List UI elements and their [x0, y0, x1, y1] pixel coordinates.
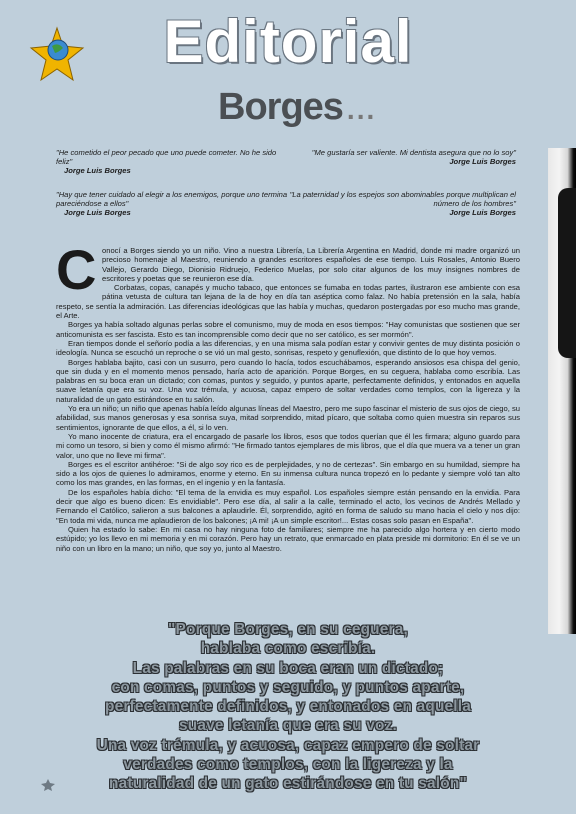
article-body	[56, 238, 520, 553]
article-paragraph: Quien ha estado lo sabe: En mi casa no hay ninguna foto de familiares; siempre me ha parecido algo hortera y en cierto modo estúpido; yo los llevo en mi memoria y en mi corazón. Pero hay un retrato, que enmarcado en plata preside mi dormitorio: En él se ve un niño con un libro en la mano; un niño, que soy yo, junto al Maestro.	[56, 524, 520, 553]
pull-quote	[40, 620, 536, 794]
article-paragraph: Borges hablaba bajito, casi con un susurro, pero cuando lo hacía, todos escuchábamos, esperando ansiosos esa chispa del genio, que sin duda y en el momento menos pensado, haría acto de aparición. Porque Borges, en su ceguera, hablaba como escribía. Las palabras en su boca eran un dictado; con comas, puntos y seguido, y puntos aparte, perfectamente definidos, y entonados en aquella suave letanía que era su voz. Una voz trémula, y acuosa, capaz empero de soltar verdades como templos, con la ligereza y la naturalidad de un gato estirándose en tu salón.	[56, 357, 520, 404]
photo-shadow	[558, 188, 576, 358]
quote-author: Jorge Luis Borges	[64, 166, 131, 176]
article-paragraph	[56, 238, 520, 301]
quote-text: "He cometido el peor pecado que uno puede cometer. No he sido feliz"	[56, 148, 277, 167]
article-paragraph: Corbatas, copas, canapés y mucho tabaco, que entonces se fumaba en todas partes, ilustraron ese ambiente con esa pátina vetusta de cultura tan lejana de la de hoy en día tan aséptica como falaz. No había pretensión en la sala, había respeto, se sentía la admiración. Las diferencias ideológicas que las había y muchas, quedaron postergadas por eso mucho mas grande, el Arte.	[56, 283, 520, 321]
pull-quote-line: suave letanía que era su voz.	[179, 717, 397, 735]
borges-photo	[548, 148, 576, 634]
quote-4	[284, 190, 516, 218]
quote-author: Jorge Luis Borges	[449, 157, 516, 167]
article-paragraph: Borges ya había soltado algunas perlas sobre el comunismo, muy de moda en esos tiempos: "Hay comunistas que sostienen que ser anticomunista es ser fascista. Esto es tan incomprensible como decir que no ser católico, es ser mormón".	[56, 320, 520, 339]
pull-quote-line: con comas, puntos y seguido, y puntos aparte,	[111, 678, 465, 696]
pull-quote-line: Una voz trémula, y acuosa, capaz empero de soltar	[96, 736, 480, 754]
article-paragraph: Eran tiempos donde el señorío podía a las diferencias, y en una misma sala podían estar y convivir gentes de muy distinta posición o ideología. Nunca se escuchó un reproche o se vió un mal gesto, sonrisas, respeto y genuflexión, que distinto de lo que hoy vemos.	[56, 338, 520, 358]
small-star-icon	[40, 778, 56, 792]
page-subtitle	[218, 85, 376, 132]
quote-text: "Hay que tener cuidado al elegir a los enemigos, porque uno termina pareciéndose a ellos"	[56, 190, 288, 209]
quote-author: Jorge Luis Borges	[449, 208, 516, 218]
pull-quote-line: perfectamente definidos, y entonados en aquella	[104, 698, 472, 716]
quote-3	[56, 190, 288, 218]
article-paragraph: Borges es el escritor antihéroe: "Si de algo soy rico es de perplejidades, y no de certezas". Sin embargo en su humildad, siempre ha sido a los ojos de quienes lo admiramos, enorme y eterno. En su inmensa cultura nunca tropezó en lo pedante y siempre voló tan alto como los mas grandes, en las formas, en el ingenio y en la fantasía.	[56, 459, 520, 488]
quote-author: Jorge Luis Borges	[64, 208, 131, 218]
page-title: Editorial	[163, 8, 413, 75]
quote-1	[56, 148, 288, 176]
article-paragraph: De los españoles había dicho: "El tema de la envidia es muy español. Los españoles siempre están pensando en la envidia. Para decir que algo es bueno dicen: Es envidiable". Pero ese día, al salir a la calle, terminado el acto, los vecinos de Andrés Mellado y Fernando el Católico, salieron a sus balcones a aplaudirle. Él, sorprendido, agitó en forma de saludo su mano hacia el cielo y nos dijo: "En toda mi vida, nunca me aplaudieron de los balcones; ¡A mi! ¡A un simple escritor!... Estas cosas solo pasan en España".	[56, 487, 520, 525]
pull-quote-line: "Porque Borges, en su ceguera,	[168, 621, 408, 638]
subtitle-dots: ...	[346, 94, 377, 125]
pull-quote-line: verdades como templos, con la ligereza y la	[123, 756, 453, 774]
quote-2	[284, 148, 516, 166]
pull-quote-line: Las palabras en su boca eran un dictado;	[132, 659, 444, 677]
quote-text: "Me gustaría ser valiente. Mi dentista asegura que no lo soy"	[311, 148, 516, 157]
quote-text: "La paternidad y los espejos son abominables porque multiplican el número de los hombres"	[289, 190, 516, 209]
pull-quote-line: naturalidad de un gato estirándose en tu salón"	[109, 775, 467, 793]
paragraph-text: onocí a Borges siendo yo un niño. Vino a nuestra Librería, La Librería Argentina en Madrid, donde mi madre organizó un precioso homenaje al Maestro, reuniendo a grandes escritores españoles de ese tiempo. Luis Rosales, Antonio Buero Vallejo, Gerardo Diego, Dionisio Ridruejo, Federico Muelas, por solo citar algunos de los muy insignes nombres de escritores y poetas que se reunieron ese día.	[102, 246, 520, 283]
article-paragraph: Yo era un niño; un niño que apenas había leído algunas líneas del Maestro, pero me supo fascinar el misterio de sus ojos de ciego, su afabilidad, sus manos generosas y esa sonrisa suya, mitad sorprendido, mitad pícaro, que soltaba como quien muestra sin reparos sus sentimientos, ignorante de que ellos, a él, si lo ven.	[56, 404, 520, 432]
pull-quote-line: hablaba como escribía.	[200, 640, 376, 658]
article-paragraph: Yo mano inocente de criatura, era el encargado de pasarle los libros, esos que todos querían que él les firmara; alguno guardo para mi como un tesoro, si bien y como él mismo afirmó: "He firmado tantos ejemplares de mis libros, que el día que muera va a tener un gran valor, uno que no lleve mi firma".	[56, 431, 520, 460]
drop-cap: C	[56, 238, 97, 301]
subtitle-text: Borges	[218, 86, 343, 128]
